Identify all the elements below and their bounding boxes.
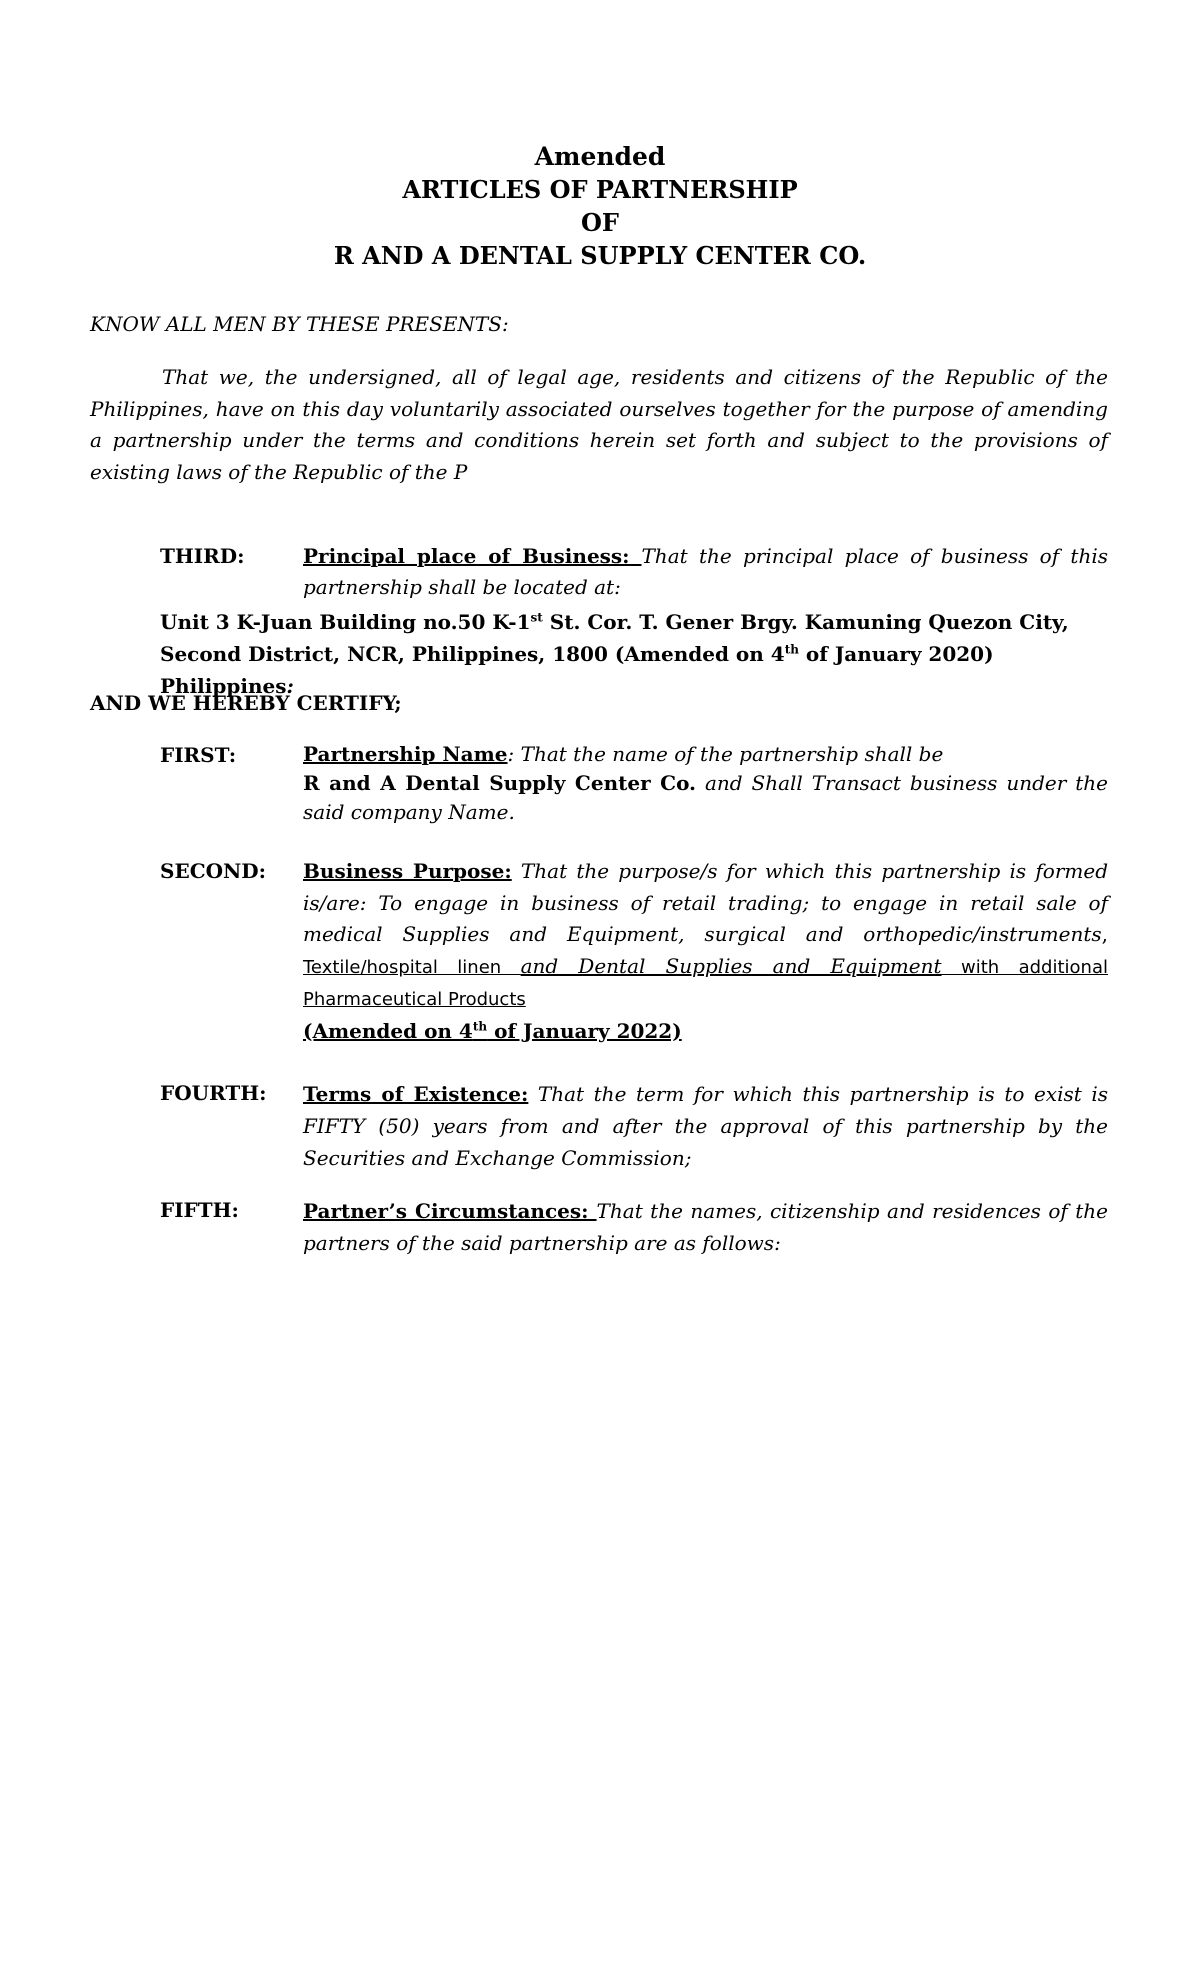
second-amended-b: of January 2022) [487,1018,682,1043]
fourth-text: That the term for which this partnership is to exist is FIFTY (50) years from and after the approval of this partnership by the Securities and Exchange Commission; [303,1082,1108,1170]
title-of: OF [581,208,619,237]
hereby-certify: AND WE HEREBY CERTIFY; [90,691,402,715]
dental-supplies: and Dental Supplies and Equipment [520,953,942,978]
second-amended-a: (Amended on 4 [303,1018,473,1043]
third-heading: Principal place of Business: [303,544,642,568]
textile-linen: Textile/hospital linen [303,956,521,978]
third-label: THIRD: [160,544,245,568]
first-text-2: and Shall Transact business under the said company Name. [303,771,1109,824]
second-comma: , [1101,922,1108,946]
intro-paragraph: That we, the undersigned, all of legal age, residents and citizens of the Republic of the Philippines, have on this day voluntarily associated ourselves together for the purpose of amending a partnership under the terms and conditions herein set forth and subject to the provisions of existing laws of the Republic of the P [90,365,1108,484]
fifth-body [303,1195,1108,1259]
partnership-name: R and A Dental Supply Center Co. [303,771,697,795]
first-label: FIRST: [160,743,237,767]
title-articles: ARTICLES OF PARTNERSHIP [402,175,798,204]
document-title [0,140,1200,272]
fourth-heading: Terms of Existence: [303,1082,529,1106]
title-amended: Amended [534,142,666,171]
first-heading: Partnership Name [303,742,508,766]
address-part-b: St. Cor. T. Gener Brgy. Kamuning Quezon City, Second District, NCR, Philippines, 1800 (Amended on 4 [160,610,1069,666]
address-sup-th: th [784,642,799,657]
principal-address [160,606,1108,702]
second-body [303,856,1108,1047]
fourth-label: FOURTH: [160,1081,267,1105]
fourth-body [303,1078,1108,1174]
second-heading: Business Purpose: [303,859,512,883]
title-company: R AND A DENTAL SUPPLY CENTER CO. [333,241,867,270]
first-body [303,740,1108,827]
second-label: SECOND: [160,859,267,883]
fifth-heading: Partner’s Circumstances: [303,1199,597,1223]
second-amended-sup: th [472,1018,488,1033]
fifth-text: That the names, citizenship and residences of the partners of the said partnership are as follows: [303,1199,1108,1255]
third-text: That the principal place of business of this partnership shall be located at: [303,544,1108,599]
third-body [303,541,1108,603]
pharma-products: with additional Pharmaceutical Products [303,956,1108,1010]
address-part-c: of January 2020) Philippines [160,642,994,698]
second-amended-note [303,1019,682,1043]
address-sup-st: st [530,610,543,625]
address-colon: : [286,674,294,698]
know-all-men: KNOW ALL MEN BY THESE PRESENTS: [90,312,509,336]
second-text: That the purpose/s for which this partnership is formed is/are: To engage in business of retail trading; to engage in retail sale of medical Supplies and Equipment, surgical and orthopedic/instruments [303,859,1108,946]
address-part-a: Unit 3 K-Juan Building no.50 K-1 [160,610,531,634]
fifth-label: FIFTH: [160,1198,239,1222]
first-text: : That the name of the partnership shall be [507,742,944,766]
